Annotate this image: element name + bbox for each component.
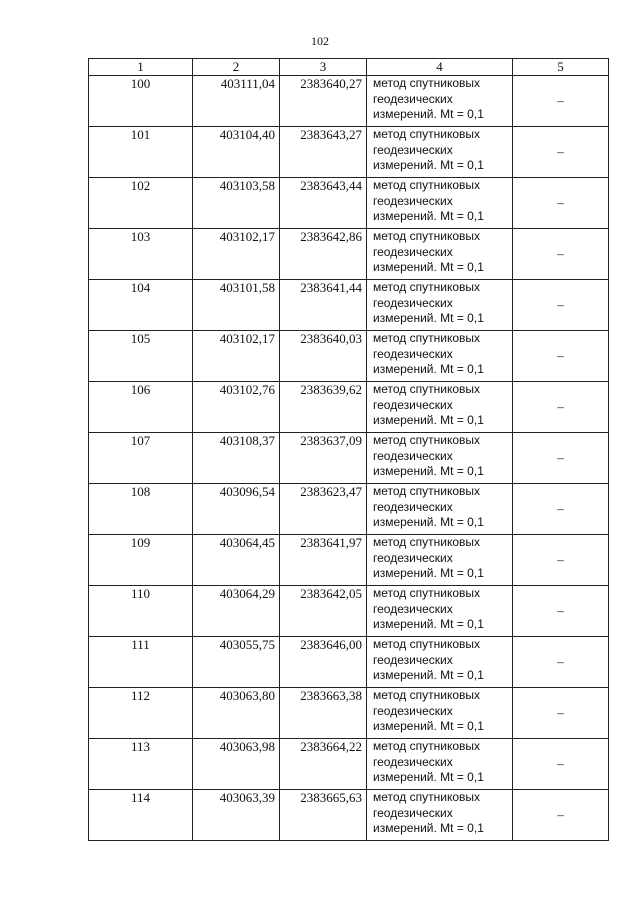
method-text-line: метод спутниковых <box>373 280 481 294</box>
method-text-line: метод спутниковых <box>373 331 481 345</box>
column-header: 3 <box>280 59 367 76</box>
y-coordinate-cell: 2383643,44 <box>280 178 367 229</box>
method-text-line: геодезических <box>373 346 453 361</box>
error-cell: – <box>513 280 609 331</box>
method-cell <box>367 688 513 739</box>
method-text-line: метод спутниковых <box>373 586 481 600</box>
column-header: 1 <box>89 59 193 76</box>
point-number-cell: 104 <box>89 280 193 331</box>
error-cell: – <box>513 586 609 637</box>
table-row <box>89 331 609 382</box>
method-text-line: метод спутниковых <box>373 229 481 243</box>
method-text-line: метод спутниковых <box>373 76 481 90</box>
method-cell <box>367 76 513 127</box>
method-text-line: геодезических <box>373 754 453 769</box>
table-row <box>89 535 609 586</box>
error-cell: – <box>513 127 609 178</box>
method-text-line: геодезических <box>373 703 453 718</box>
coordinates-table <box>88 58 609 841</box>
y-coordinate-cell: 2383664,22 <box>280 739 367 790</box>
method-text-line: геодезических <box>373 805 453 820</box>
method-text-line: измерений. Mt = 0,1 <box>373 260 484 274</box>
y-coordinate-cell: 2383665,63 <box>280 790 367 841</box>
method-text-line: измерений. Mt = 0,1 <box>373 566 484 580</box>
column-header: 4 <box>367 59 513 76</box>
point-number-cell: 101 <box>89 127 193 178</box>
error-cell: – <box>513 484 609 535</box>
point-number-cell: 111 <box>89 637 193 688</box>
x-coordinate-cell: 403063,98 <box>193 739 280 790</box>
y-coordinate-cell: 2383640,03 <box>280 331 367 382</box>
point-number-cell: 103 <box>89 229 193 280</box>
method-cell <box>367 586 513 637</box>
point-number-cell: 114 <box>89 790 193 841</box>
method-text-line: метод спутниковых <box>373 382 481 396</box>
error-cell: – <box>513 229 609 280</box>
method-text-line: измерений. Mt = 0,1 <box>373 515 484 529</box>
x-coordinate-cell: 403063,39 <box>193 790 280 841</box>
point-number-cell: 100 <box>89 76 193 127</box>
method-text-line: геодезических <box>373 448 453 463</box>
table-row <box>89 433 609 484</box>
method-text-line: геодезических <box>373 397 453 412</box>
method-text-line: метод спутниковых <box>373 535 481 549</box>
y-coordinate-cell: 2383641,97 <box>280 535 367 586</box>
method-cell <box>367 127 513 178</box>
y-coordinate-cell: 2383639,62 <box>280 382 367 433</box>
x-coordinate-cell: 403108,37 <box>193 433 280 484</box>
error-cell: – <box>513 178 609 229</box>
method-text-line: измерений. Mt = 0,1 <box>373 209 484 223</box>
x-coordinate-cell: 403063,80 <box>193 688 280 739</box>
method-text-line: геодезических <box>373 601 453 616</box>
method-text-line: измерений. Mt = 0,1 <box>373 770 484 784</box>
error-cell: – <box>513 331 609 382</box>
method-cell <box>367 178 513 229</box>
error-cell: – <box>513 76 609 127</box>
method-text-line: измерений. Mt = 0,1 <box>373 464 484 478</box>
x-coordinate-cell: 403111,04 <box>193 76 280 127</box>
method-text-line: геодезических <box>373 244 453 259</box>
method-cell <box>367 280 513 331</box>
y-coordinate-cell: 2383637,09 <box>280 433 367 484</box>
x-coordinate-cell: 403064,45 <box>193 535 280 586</box>
method-cell <box>367 331 513 382</box>
method-text-line: метод спутниковых <box>373 484 481 498</box>
method-text-line: измерений. Mt = 0,1 <box>373 158 484 172</box>
table-row <box>89 790 609 841</box>
method-text-line: измерений. Mt = 0,1 <box>373 719 484 733</box>
error-cell: – <box>513 535 609 586</box>
x-coordinate-cell: 403103,58 <box>193 178 280 229</box>
y-coordinate-cell: 2383643,27 <box>280 127 367 178</box>
method-text-line: метод спутниковых <box>373 178 481 192</box>
method-cell <box>367 637 513 688</box>
y-coordinate-cell: 2383646,00 <box>280 637 367 688</box>
method-text-line: измерений. Mt = 0,1 <box>373 362 484 376</box>
method-text-line: измерений. Mt = 0,1 <box>373 668 484 682</box>
method-text-line: измерений. Mt = 0,1 <box>373 311 484 325</box>
x-coordinate-cell: 403102,17 <box>193 331 280 382</box>
method-text-line: геодезических <box>373 499 453 514</box>
point-number-cell: 108 <box>89 484 193 535</box>
method-text-line: метод спутниковых <box>373 688 481 702</box>
method-text-line: измерений. Mt = 0,1 <box>373 821 484 835</box>
error-cell: – <box>513 433 609 484</box>
point-number-cell: 112 <box>89 688 193 739</box>
error-cell: – <box>513 790 609 841</box>
point-number-cell: 102 <box>89 178 193 229</box>
x-coordinate-cell: 403102,17 <box>193 229 280 280</box>
column-header: 2 <box>193 59 280 76</box>
table-row <box>89 637 609 688</box>
table-row <box>89 76 609 127</box>
method-text-line: метод спутниковых <box>373 433 481 447</box>
method-text-line: измерений. Mt = 0,1 <box>373 617 484 631</box>
method-text-line: метод спутниковых <box>373 790 481 804</box>
method-text-line: геодезических <box>373 193 453 208</box>
method-text-line: геодезических <box>373 550 453 565</box>
y-coordinate-cell: 2383641,44 <box>280 280 367 331</box>
table-row <box>89 280 609 331</box>
error-cell: – <box>513 382 609 433</box>
method-text-line: метод спутниковых <box>373 127 481 141</box>
method-cell <box>367 433 513 484</box>
table-row <box>89 178 609 229</box>
table-row <box>89 484 609 535</box>
method-text-line: геодезических <box>373 652 453 667</box>
x-coordinate-cell: 403101,58 <box>193 280 280 331</box>
method-cell <box>367 484 513 535</box>
point-number-cell: 109 <box>89 535 193 586</box>
method-cell <box>367 229 513 280</box>
x-coordinate-cell: 403055,75 <box>193 637 280 688</box>
error-cell: – <box>513 688 609 739</box>
table-row <box>89 382 609 433</box>
method-text-line: измерений. Mt = 0,1 <box>373 107 484 121</box>
method-text-line: измерений. Mt = 0,1 <box>373 413 484 427</box>
table-body <box>89 76 609 841</box>
method-text-line: геодезических <box>373 295 453 310</box>
x-coordinate-cell: 403104,40 <box>193 127 280 178</box>
method-cell <box>367 739 513 790</box>
y-coordinate-cell: 2383642,86 <box>280 229 367 280</box>
table-row <box>89 586 609 637</box>
method-cell <box>367 790 513 841</box>
table-row <box>89 127 609 178</box>
x-coordinate-cell: 403064,29 <box>193 586 280 637</box>
x-coordinate-cell: 403096,54 <box>193 484 280 535</box>
point-number-cell: 105 <box>89 331 193 382</box>
table-row <box>89 229 609 280</box>
method-cell <box>367 535 513 586</box>
method-text-line: геодезических <box>373 142 453 157</box>
table-row <box>89 739 609 790</box>
point-number-cell: 107 <box>89 433 193 484</box>
page-number: 102 <box>311 34 329 48</box>
error-cell: – <box>513 637 609 688</box>
column-header: 5 <box>513 59 609 76</box>
table-header-row <box>89 59 609 76</box>
method-cell <box>367 382 513 433</box>
point-number-cell: 106 <box>89 382 193 433</box>
y-coordinate-cell: 2383623,47 <box>280 484 367 535</box>
y-coordinate-cell: 2383640,27 <box>280 76 367 127</box>
x-coordinate-cell: 403102,76 <box>193 382 280 433</box>
method-text-line: геодезических <box>373 91 453 106</box>
point-number-cell: 110 <box>89 586 193 637</box>
method-text-line: метод спутниковых <box>373 739 481 753</box>
y-coordinate-cell: 2383663,38 <box>280 688 367 739</box>
y-coordinate-cell: 2383642,05 <box>280 586 367 637</box>
method-text-line: метод спутниковых <box>373 637 481 651</box>
point-number-cell: 113 <box>89 739 193 790</box>
table-row <box>89 688 609 739</box>
error-cell: – <box>513 739 609 790</box>
